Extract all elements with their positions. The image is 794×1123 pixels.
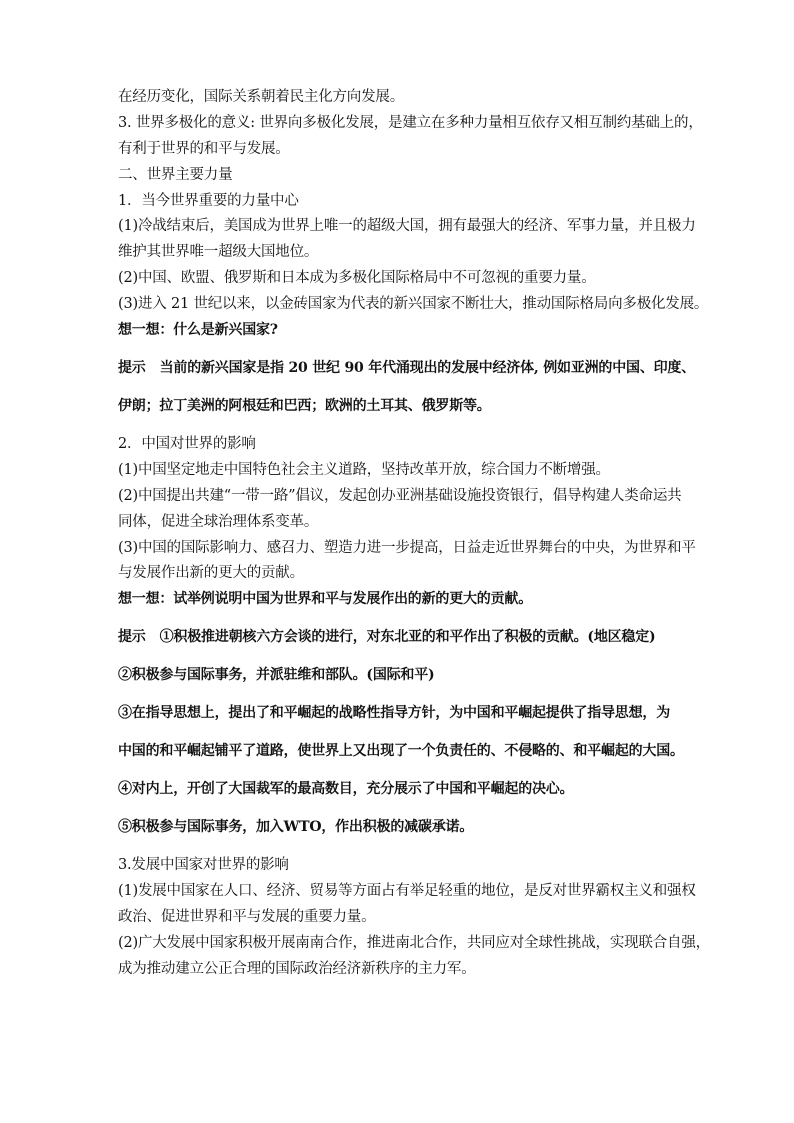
text-line: (1)中国坚定地走中国特色社会主义道路，坚持改革开放，综合国力不断增强。 <box>118 461 610 478</box>
text-line: 政治、促进世界和平与发展的重要力量。 <box>118 909 376 926</box>
text-line: (1)冷战结束后，美国成为世界上唯一的超级大国，拥有最强大的经济、军事力量，并且极力 <box>118 218 696 235</box>
text-line: 与发展作出新的更大的贡献。 <box>118 565 304 582</box>
hint-line: 中国的和平崛起铺平了道路，使世界上又出现了一个负责任的、不侵略的、和平崛起的大国。 <box>118 743 684 760</box>
hint-line: ②积极参与国际事务，并派驻维和部队。(国际和平) <box>118 667 435 684</box>
text-line: 有利于世界的和平与发展。 <box>118 140 290 157</box>
hint-line <box>118 628 684 646</box>
text-line: 同体，促进全球治理体系变革。 <box>118 513 319 530</box>
text-line: (3)中国的国际影响力、感召力、塑造力进一步提高，日益走近世界舞台的中央，为世界和平 <box>118 539 696 556</box>
text-line: (2)广大发展中国家积极开展南南合作，推进南北合作，共同应对全球性挑战，实现联合自强， <box>118 935 710 952</box>
text-line: (1)发展中国家在人口、经济、贸易等方面占有举足轻重的地位，是反对世界霸权主义和强权 <box>118 883 696 900</box>
section-heading: 二、世界主要力量 <box>118 166 233 183</box>
hint-line: ④对内上，开创了大国裁军的最高数目，充分展示了中国和平崛起的决心。 <box>118 781 574 798</box>
hint-text: 当前的新兴国家是指 20 世纪 90 年代涌现出的发展中经济体, 例如亚洲的中国、印度、 <box>159 360 696 377</box>
subsection-heading: 2．中国对世界的影响 <box>118 436 256 453</box>
hint-text: ①积极推进朝核六方会谈的进行，对东北亚的和平作出了积极的贡献。(地区稳定) <box>159 629 656 646</box>
think-question: 想一想：试举例说明中国为世界和平与发展作出的新的更大的贡献。 <box>118 591 532 608</box>
subsection-heading: 1．当今世界重要的力量中心 <box>118 192 299 209</box>
text-line: (3)进入 21 世纪以来，以金砖国家为代表的新兴国家不断壮大，推动国际格局向多极化发展。 <box>118 296 709 313</box>
hint-line: 伊朗；拉丁美洲的阿根廷和巴西；欧洲的土耳其、俄罗斯等。 <box>118 398 491 415</box>
hint-label: 提示 <box>118 360 146 377</box>
hint-label: 提示 <box>118 629 146 646</box>
text-line: 维护其世界唯一超级大国地位。 <box>118 244 319 261</box>
subsection-heading: 3.发展中国家对世界的影响 <box>118 857 289 874</box>
text-line: 成为推动建立公正合理的国际政治经济新秩序的主力军。 <box>118 960 476 977</box>
document-page <box>118 88 710 986</box>
think-question: 想一想：什么是新兴国家? <box>118 322 278 339</box>
text-line: 在经历变化，国际关系朝着民主化方向发展。 <box>118 89 404 105</box>
text-line: (2)中国、欧盟、俄罗斯和日本成为多极化国际格局中不可忽视的重要力量。 <box>118 270 596 287</box>
text-line: 3. 世界多极化的意义: 世界向多极化发展，是建立在多种力量相互依存又相互制约基础上的， <box>118 114 703 131</box>
hint-line: ⑤积极参与国际事务，加入WTO，作出积极的减碳承诺。 <box>118 819 474 836</box>
text-line: (2)中国提出共建“一带一路”倡议，发起创办亚洲基础设施投资银行，倡导构建人类命运共 <box>118 487 682 504</box>
hint-line <box>118 359 696 377</box>
hint-line: ③在指导思想上，提出了和平崛起的战略性指导方针，为中国和平崛起提供了指导思想，为 <box>118 705 670 722</box>
